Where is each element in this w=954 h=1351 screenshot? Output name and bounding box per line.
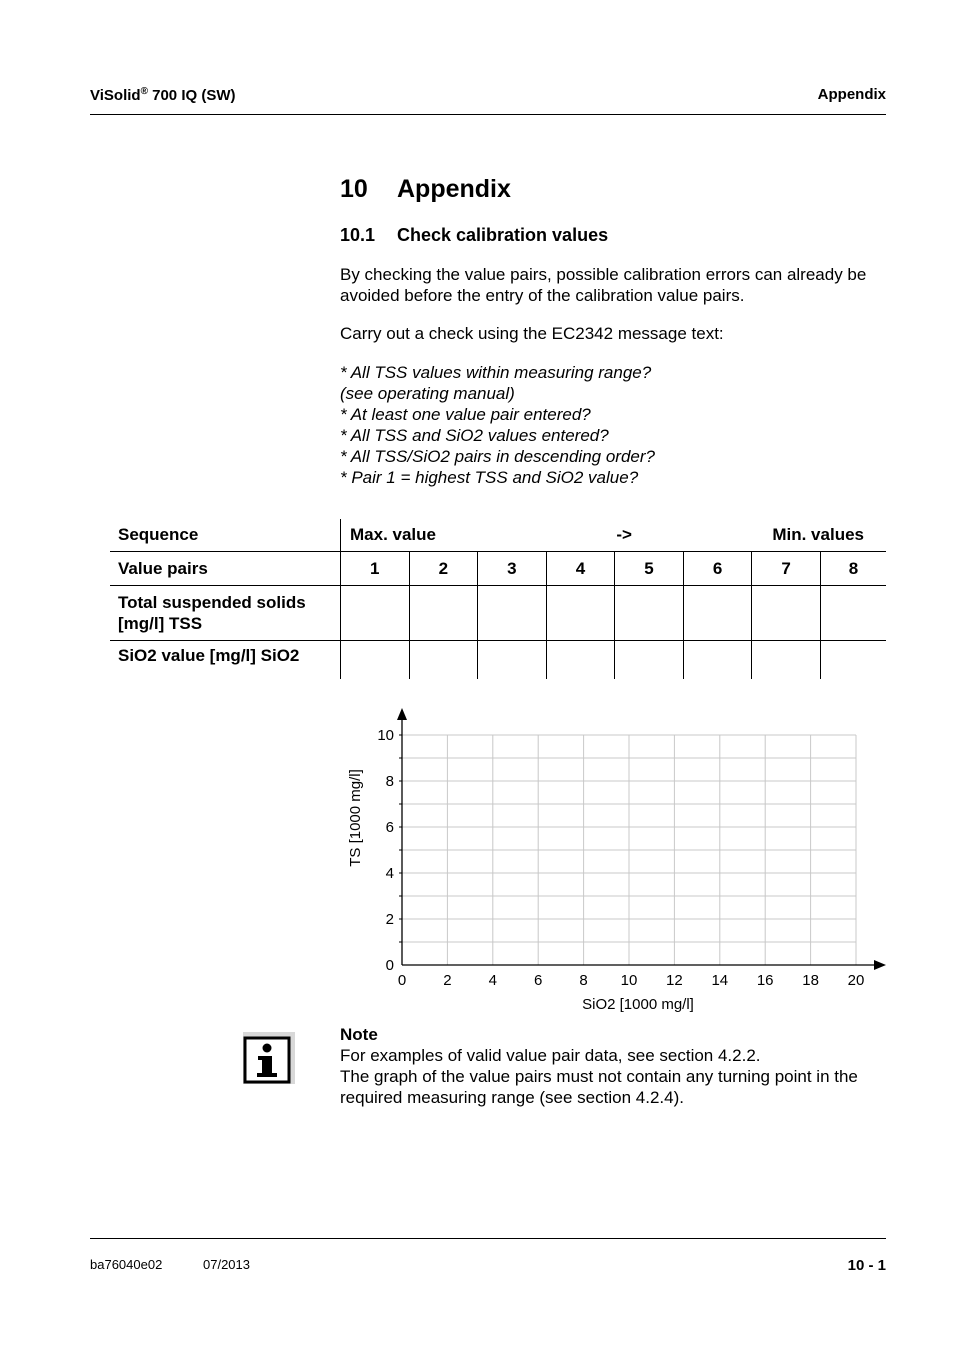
chart-x-tick-label: 18 [802,972,819,989]
pair-number: 2 [409,552,478,586]
chart-x-tick-label: 4 [488,972,497,989]
section-number: 10.1 [340,225,376,245]
check-intro-paragraph: Carry out a check using the EC2342 message text: [340,324,724,343]
note-title: Note [340,1025,378,1044]
pair-number: 4 [546,552,615,586]
footer-date: 07/2013 [203,1257,250,1272]
chart-y-tick-label: 10 [377,727,394,744]
chart-x-tick-label: 14 [711,972,729,989]
chart-y-tick-label: 2 [385,911,394,928]
checklist-item: * Pair 1 = highest TSS and SiO2 value? [340,468,639,487]
footer-doc-id: ba76040e02 [90,1257,163,1272]
footer-page-number: 10 - 1 [847,1257,886,1274]
pair-number: 3 [478,552,547,586]
sequence-label: Sequence [118,525,199,544]
chart-x-tick-label: 6 [534,972,543,989]
chart-x-axis-arrow [874,960,886,970]
checklist-item: * At least one value pair entered? [340,405,591,424]
tss-label-line1: Total suspended solids [118,593,306,612]
note-line1: For examples of valid value pair data, see section 4.2.2. [340,1046,761,1065]
sequence-max: Max. value [350,525,436,544]
sequence-min: Min. values [772,525,864,544]
registered-mark: ® [140,86,148,97]
chart-y-tick-label: 4 [385,865,394,882]
header-product-name: ViSolid [90,87,141,104]
pair-number: 1 [341,552,410,586]
checklist-item: * All TSS and SiO2 values entered? [340,426,609,445]
info-icon [243,1032,295,1084]
pair-number: 8 [820,552,886,586]
pair-number: 6 [683,552,752,586]
footer-divider [90,1238,886,1239]
sio2-label: SiO2 value [mg/l] SiO2 [110,641,341,680]
chart-x-tick-label: 10 [620,972,638,989]
chart-x-tick-label: 16 [756,972,774,989]
chart-x-tick-label: 12 [666,972,683,989]
tss-label-line2: [mg/l] TSS [118,614,203,633]
value-pairs-label: Value pairs [110,552,341,586]
sequence-arrow: -> [616,525,632,544]
chart-y-axis-arrow [397,708,407,720]
chart-x-tick-label: 0 [397,972,407,989]
chart-axes [397,708,886,970]
header-product-model: 700 IQ (SW) [147,87,236,104]
chart-ticks [377,727,864,989]
header-section: Appendix [817,86,886,103]
chart-y-tick-label: 6 [385,819,394,836]
chapter-number: 10 [340,175,368,203]
checklist-item: * All TSS values within measuring range? [340,363,652,382]
checklist-item: * All TSS/SiO2 pairs in descending order? [340,447,655,466]
section-title: Check calibration values [397,225,609,245]
intro-paragraph: By checking the value pairs, possible calibration errors can already be avoided before the entry of the calibration value pairs. [340,265,867,305]
chart-y-tick-label: 0 [385,957,394,974]
note-line2: The graph of the value pairs must not contain any turning point in the required measuring range (see section 4.2.4). [340,1067,858,1107]
chart-x-tick-label: 2 [443,972,452,989]
checklist-item: (see operating manual) [340,384,515,403]
pair-number: 7 [752,552,821,586]
chart-y-tick-label: 8 [385,773,394,790]
chart-x-axis-label: SiO2 [1000 mg/l] [582,996,694,1013]
chart-x-tick-label: 20 [847,972,865,989]
chapter-title: Appendix [397,175,511,203]
chart-grid [402,735,856,965]
pair-number: 5 [615,552,684,586]
chart-x-tick-label: 8 [579,972,588,989]
chart-y-axis-label: TS [1000 mg/l] [347,769,364,867]
